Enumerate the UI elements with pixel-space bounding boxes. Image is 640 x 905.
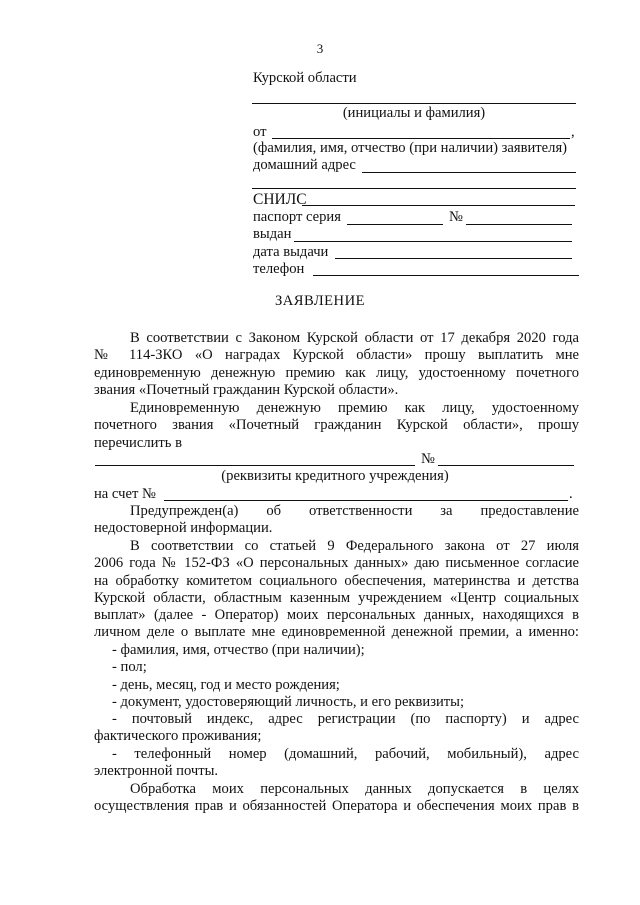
paragraph-warning <box>94 503 579 538</box>
account-field-period: . <box>569 486 573 502</box>
account-field-line[interactable] <box>164 500 568 501</box>
phone-label: телефон <box>253 261 305 277</box>
passport-number-field-line[interactable] <box>466 224 572 225</box>
passport-series-label: паспорт серия <box>253 209 341 225</box>
document-title: ЗАЯВЛЕНИЕ <box>274 293 366 309</box>
addressee-region: Курской области <box>253 70 357 86</box>
list-item: - пол; <box>112 659 147 676</box>
issue-date-field-line[interactable] <box>335 258 572 259</box>
passport-number-sign: № <box>449 209 463 225</box>
list-item: - день, месяц, год и место рождения; <box>112 676 340 693</box>
issued-by-field-line[interactable] <box>294 241 572 242</box>
personal-data-list <box>94 642 579 780</box>
text-line: звания «Почетный гражданин Курской области». <box>94 381 399 398</box>
page-number: 3 <box>316 41 324 56</box>
text-line: В соответствии со статьей 9 Федерального закона от 27 июля <box>130 538 579 554</box>
snils-field-line[interactable] <box>302 205 575 206</box>
paragraph-consent <box>94 538 579 642</box>
text-line: почетного звания «Почетный гражданин Курской области», прошу <box>94 417 579 434</box>
issued-by-label: выдан <box>253 226 292 242</box>
list-item-continuation: электронной почты. <box>94 763 219 780</box>
from-label: от <box>253 124 267 140</box>
paragraph-law-request <box>94 330 579 399</box>
text-line: перечислить в <box>94 434 182 451</box>
list-item: - телефонный номер (домашний, рабочий, мобильный), адрес <box>112 745 579 762</box>
snils-label: СНИЛС <box>253 191 307 208</box>
phone-field-line[interactable] <box>313 275 579 276</box>
fio-caption: (фамилия, имя, отчество (при наличии) заявителя) <box>253 140 568 156</box>
list-item: - фамилия, имя, отчество (при наличии); <box>112 642 365 658</box>
text-line: Предупрежден(а) об ответственности за предоставление <box>130 503 579 519</box>
initials-field-line[interactable] <box>252 103 576 104</box>
bank-details-field-line[interactable] <box>95 465 415 466</box>
list-item-continuation: фактического проживания; <box>94 728 262 745</box>
text-line: Курской области, областным казенным учреждением «Центр социальных <box>94 589 579 606</box>
text-line: осуществления прав и обязанностей Оператора и обеспечения моих прав в <box>94 798 579 815</box>
issue-date-label: дата выдачи <box>253 244 329 260</box>
text-line: 2006 года № 152-ФЗ «О персональных данных» даю письменное согласие <box>94 555 579 572</box>
account-label: на счет № <box>94 486 156 502</box>
address-label: домашний адрес <box>253 157 356 173</box>
bank-details-caption: (реквизиты кредитного учреждения) <box>221 468 449 484</box>
list-item: - документ, удостоверяющий личность, и его реквизиты; <box>112 693 465 710</box>
text-line: личном деле о выплате мне единовременной денежной премии, а именно: <box>94 624 579 641</box>
text-line: единовременную денежную премию как лицу, удостоенному почетного <box>94 364 579 381</box>
bank-number-sign: № <box>421 451 435 467</box>
text-line: В соответствии с Законом Курской области от 17 декабря 2020 года <box>130 330 579 346</box>
from-field-line[interactable] <box>272 138 570 139</box>
text-line: выплат» (далее - Оператор) моих персональных данных, находящихся в <box>94 607 579 624</box>
list-item: - почтовый индекс, адрес регистрации (по паспорту) и адрес <box>112 711 579 728</box>
from-field-comma: , <box>571 124 575 140</box>
text-line: Единовременную денежную премию как лицу, удостоенному <box>130 400 579 416</box>
address-field-line-2[interactable] <box>252 188 576 189</box>
bank-number-field-line[interactable] <box>438 465 574 466</box>
initials-caption: (инициалы и фамилия) <box>342 105 486 121</box>
text-line: на обработку комитетом социального обеспечения, материнства и детства <box>94 572 579 589</box>
paragraph-transfer-request <box>94 400 579 452</box>
passport-series-field-line[interactable] <box>347 224 443 225</box>
address-field-line[interactable] <box>362 172 576 173</box>
text-line: недостоверной информации. <box>94 520 273 537</box>
text-line: Обработка моих персональных данных допускается в целях <box>130 781 579 797</box>
paragraph-processing-purpose <box>94 781 579 816</box>
text-line: № 114-ЗКО «О наградах Курской области» прошу выплатить мне <box>94 347 579 364</box>
